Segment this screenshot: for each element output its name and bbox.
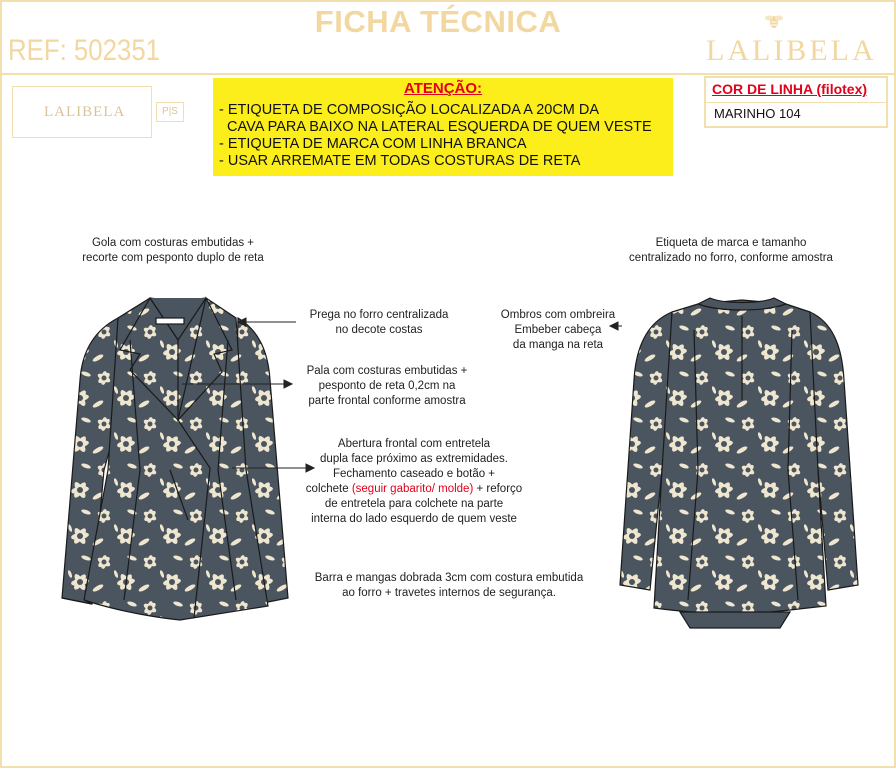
warning-line: - ETIQUETA DE MARCA COM LINHA BRANCA xyxy=(219,136,527,152)
note-abertura: Abertura frontal com entretela dupla face próximo as extremidades. Fechamento caseado e botão + colchete (seguir gabarito/ molde) + reforço de entretela para colchete na parte interna do lado esquerdo de quem veste xyxy=(305,438,523,525)
jacket-back-drawing xyxy=(620,298,858,628)
page-title: FICHA TÉCNICA xyxy=(314,4,562,39)
thread-color-title: COR DE LINHA (filotex) xyxy=(712,81,868,97)
note-ombros: Ombros com ombreira Embeber cabeça da manga na reta xyxy=(500,309,616,351)
size-tag: P|S xyxy=(156,102,184,122)
note-etiqueta: Etiqueta de marca e tamanho centralizado no forro, conforme amostra xyxy=(629,237,833,264)
jacket-front-drawing xyxy=(62,298,288,620)
note-pala: Pala com costuras embutidas + pesponto de reta 0,2cm na parte frontal conforme amostra xyxy=(306,365,468,407)
label-brand-text: LALIBELA xyxy=(44,104,126,120)
back-body xyxy=(654,300,826,614)
note-gola: Gola com costuras embutidas + recorte com pesponto duplo de reta xyxy=(82,237,264,264)
warning-line: CAVA PARA BAIXO NA LATERAL ESQUERDA DE QUEM VESTE xyxy=(219,119,652,135)
reference-code: REF: 502351 xyxy=(8,34,161,67)
warning-title: ATENÇÃO: xyxy=(403,80,483,97)
note-prega: Prega no forro centralizada no decote costas xyxy=(309,309,449,336)
warning-line: - USAR ARREMATE EM TODAS COSTURAS DE RETA xyxy=(219,153,581,169)
thread-color-value: MARINHO 104 xyxy=(714,106,801,121)
warning-line: - ETIQUETA DE COMPOSIÇÃO LOCALIZADA A 20CM DA xyxy=(219,102,600,118)
note-barra: Barra e mangas dobrada 3cm com costura embutida ao forro + travetes internos de segurança. xyxy=(314,572,584,599)
brand-logo: LALIBELA xyxy=(706,34,877,67)
